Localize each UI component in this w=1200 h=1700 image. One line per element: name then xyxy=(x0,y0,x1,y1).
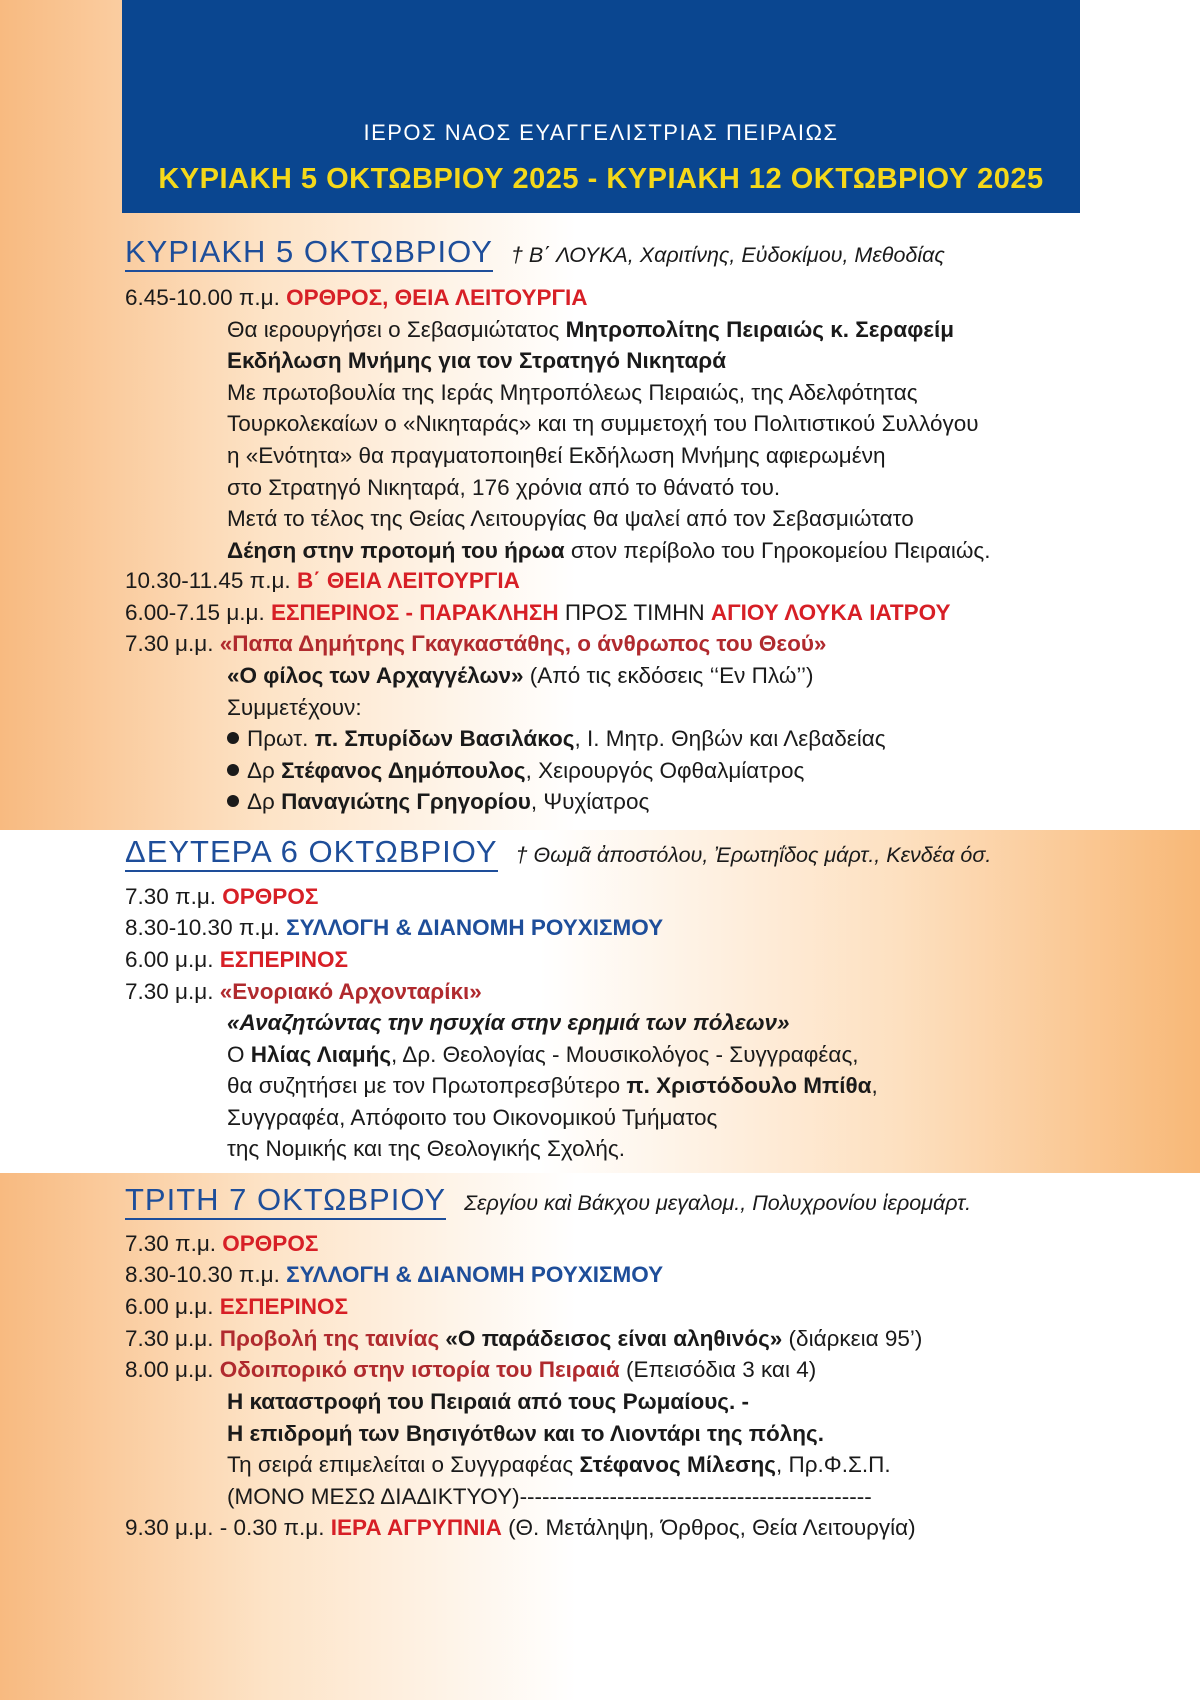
participant-item xyxy=(227,725,886,753)
detail-line: Μετά το τέλος της Θείας Λειτουργίας θα ψαλεί από τον Σεβασμιώτατο xyxy=(227,506,914,531)
detail-line xyxy=(227,537,991,565)
church-title: ΙΕΡΟΣ ΝΑΟΣ ΕΥΑΓΓΕΛΙΣΤΡΙΑΣ ΠΕΙΡΑΙΩΣ xyxy=(363,120,839,145)
detail-line: Συγγραφέα, Απόφοιτο του Οικονομικού Τμήματος xyxy=(227,1105,718,1130)
text: Δρ xyxy=(247,758,282,783)
time: 8.30-10.30 π.μ. xyxy=(125,1262,287,1287)
service: ΙΕΡΑ ΑΓΡΥΠΝΙΑ xyxy=(330,1515,502,1540)
text: Ο xyxy=(227,1042,251,1067)
time: 6.00-7.15 μ.μ. xyxy=(125,600,272,625)
service: ΟΡΘΡΟΣ, ΘΕΙΑ ΛΕΙΤΟΥΡΓΙΑ xyxy=(286,285,588,310)
day-title: ΚΥΡΙΑΚΗ 5 ΟΚΤΩΒΡΙΟΥ xyxy=(125,234,493,272)
participant-name: Στέφανος Δημόπουλος xyxy=(281,758,526,783)
service: Β΄ ΘΕΙΑ ΛΕΙΤΟΥΡΓΙΑ xyxy=(296,568,520,593)
service: ΣΥΛΛΟΓΗ & ΔΙΑΝΟΜΗ ΡΟΥΧΙΣΜΟΥ xyxy=(286,1262,664,1287)
service: ΟΡΘΡΟΣ xyxy=(222,884,319,909)
time: 8.30-10.30 π.μ. xyxy=(125,915,287,940)
text: (Επεισόδια 3 και 4) xyxy=(619,1357,817,1382)
time: 6.45-10.00 π.μ. xyxy=(125,285,287,310)
schedule-line xyxy=(125,1356,816,1384)
schedule-line xyxy=(125,1514,916,1542)
bold-text: Εκδήλωση Μνήμης για τον Στρατηγό Νικηταρά xyxy=(227,348,727,373)
feast-of-day: † Θωμᾶ ἀποστόλου, Ἐρωτηΐδος μάρτ., Κενδέα όσ. xyxy=(515,843,992,867)
text: (Θ. Μετάληψη, Όρθρος, Θεία Λειτουργία) xyxy=(501,1515,916,1540)
detail-line xyxy=(227,1041,859,1069)
service: ΕΣΠΕΡΙΝΟΣ xyxy=(219,1294,349,1319)
author-name: Στέφανος Μίλεσης xyxy=(579,1452,776,1477)
detail-line: στο Στρατηγό Νικηταρά, 176 χρόνια από το θάνατό του. xyxy=(227,475,781,500)
schedule-line xyxy=(125,567,520,595)
text: Πρωτ. xyxy=(247,726,315,751)
participant-name: π. Σπυρίδων Βασιλάκος xyxy=(314,726,575,751)
text: , Ι. Μητρ. Θηβών και Λεβαδείας xyxy=(574,726,886,751)
time: 9.30 μ.μ. - 0.30 π.μ. xyxy=(125,1515,331,1540)
detail-line xyxy=(227,1451,891,1479)
bullet-icon xyxy=(227,732,239,744)
detail-line: Τουρκολεκαίων ο «Νικηταράς» και τη συμμετοχή του Πολιτιστικού Συλλόγου xyxy=(227,411,979,436)
text: , Δρ. Θεολογίας - Μουσικολόγος - Συγγραφέας, xyxy=(391,1042,859,1067)
schedule-line xyxy=(125,1261,663,1289)
time: 6.00 μ.μ. xyxy=(125,947,220,972)
speaker-name: Ηλίας Λιαμής xyxy=(250,1042,392,1067)
date-range: ΚΥΡΙΑΚΗ 5 ΟΚΤΩΒΡΙΟΥ 2025 - ΚΥΡΙΑΚΗ 12 ΟΚΤΩΒΡΙΟΥ 2025 xyxy=(158,163,1044,195)
speaker-name: π. Χριστόδουλο Μπίθα xyxy=(626,1073,872,1098)
detail-line xyxy=(227,662,813,690)
time: 7.30 μ.μ. xyxy=(125,979,220,1004)
text: (Από τις εκδόσεις ‘‘Εν Πλώ’’) xyxy=(523,663,814,688)
schedule-line xyxy=(125,599,951,627)
saint-name: ΑΓΙΟΥ ΛΟΥΚΑ ΙΑΤΡΟΥ xyxy=(710,600,951,625)
day-header-tuesday xyxy=(125,1182,971,1218)
schedule-line xyxy=(125,630,826,658)
schedule-line xyxy=(125,284,588,312)
text: , Πρ.Φ.Σ.Π. xyxy=(775,1452,891,1477)
text: θα συζητήσει με τον Πρωτοπρεσβύτερο xyxy=(227,1073,627,1098)
day-header-monday xyxy=(125,834,991,870)
schedule-line xyxy=(125,1325,922,1353)
detail-line: Συμμετέχουν: xyxy=(227,695,362,720)
event-title: «Παπα Δημήτρης Γκαγκαστάθης, ο άνθρωπος του Θεού» xyxy=(219,631,827,656)
feast-of-day: † Β΄ ΛΟΥΚΑ, Χαριτίνης, Εὐδοκίμου, Μεθοδίας xyxy=(510,243,945,267)
time: 7.30 μ.μ. xyxy=(125,631,220,656)
episode-title: Η καταστροφή του Πειραιά από τους Ρωμαίους. - xyxy=(227,1389,749,1414)
time: 10.30-11.45 π.μ. xyxy=(125,568,297,593)
feast-of-day: Σεργίου καὶ Βάκχου μεγαλομ., Πολυχρονίου ἱερομάρτ. xyxy=(464,1191,972,1215)
time: 6.00 μ.μ. xyxy=(125,1294,220,1319)
schedule-line xyxy=(125,1293,348,1321)
bold-text: Δέηση στην προτομή του ήρωα xyxy=(227,538,565,563)
time: 7.30 μ.μ. xyxy=(125,1326,220,1351)
text: Δρ xyxy=(247,789,282,814)
schedule-line xyxy=(125,946,348,974)
schedule-line xyxy=(125,1230,318,1258)
detail-line: Με πρωτοβουλία της Ιεράς Μητροπόλεως Πειραιώς, της Αδελφότητας xyxy=(227,380,918,405)
text: , Ψυχίατρος xyxy=(530,789,650,814)
participant-item xyxy=(227,757,804,785)
detail-line xyxy=(227,1072,878,1100)
bullet-icon xyxy=(227,764,239,776)
detail-line xyxy=(227,347,726,375)
day-header-sunday xyxy=(125,234,945,270)
event-title: Οδοιπορικό στην ιστορία του Πειραιά xyxy=(219,1357,620,1382)
service: ΕΣΠΕΡΙΝΟΣ xyxy=(219,947,349,972)
episode-title: Η επιδρομή των Βησιγότθων και το Λιοντάρι της πόλης. xyxy=(227,1421,824,1446)
schedule-line xyxy=(125,883,318,911)
day-title: ΔΕΥΤΕΡΑ 6 ΟΚΤΩΒΡΙΟΥ xyxy=(125,834,498,872)
text: , xyxy=(871,1073,878,1098)
text: ΠΡΟΣ ΤΙΜΗΝ xyxy=(558,600,711,625)
detail-line xyxy=(227,1388,749,1416)
detail-line xyxy=(227,1009,790,1037)
detail-line: της Νομικής και της Θεολογικής Σχολής. xyxy=(227,1136,626,1161)
schedule-line xyxy=(125,978,482,1006)
text: στον περίβολο του Γηροκομείου Πειραιώς. xyxy=(564,538,991,563)
book-title: «Ο φίλος των Αρχαγγέλων» xyxy=(227,663,524,688)
talk-title: «Αναζητώντας την ησυχία στην ερημιά των πόλεων» xyxy=(227,1010,790,1035)
text: (διάρκεια 95’) xyxy=(782,1326,923,1351)
bullet-icon xyxy=(227,795,239,807)
text: Τη σειρά επιμελείται ο Συγγραφέας xyxy=(227,1452,580,1477)
detail-line: (ΜΟΝΟ ΜΕΣΩ ΔΙΑΔΙΚΤΥΟΥ)----------------------------------------------- xyxy=(227,1484,872,1509)
detail-line xyxy=(227,316,954,344)
participant-item xyxy=(227,788,649,816)
bold-text: Μητροπολίτης Πειραιώς κ. Σεραφείμ xyxy=(565,317,954,342)
service: ΕΣΠΕΡΙΝΟΣ - ΠΑΡΑΚΛΗΣΗ xyxy=(271,600,559,625)
service: ΟΡΘΡΟΣ xyxy=(222,1231,319,1256)
detail-line: η «Ενότητα» θα πραγματοποιηθεί Εκδήλωση Μνήμης αφιερωμένη xyxy=(227,443,886,468)
time: 8.00 μ.μ. xyxy=(125,1357,220,1382)
time: 7.30 π.μ. xyxy=(125,884,223,909)
text: , Χειρουργός Οφθαλμίατρος xyxy=(525,758,805,783)
event-title: «Ενοριακό Αρχονταρίκι» xyxy=(219,979,482,1004)
time: 7.30 π.μ. xyxy=(125,1231,223,1256)
participant-name: Παναγιώτης Γρηγορίου xyxy=(281,789,531,814)
service: ΣΥΛΛΟΓΗ & ΔΙΑΝΟΜΗ ΡΟΥΧΙΣΜΟΥ xyxy=(286,915,664,940)
schedule-line xyxy=(125,914,663,942)
event-title: Προβολή της ταινίας xyxy=(219,1326,446,1351)
detail-line xyxy=(227,1420,824,1448)
day-title: ΤΡΙΤΗ 7 ΟΚΤΩΒΡΙΟΥ xyxy=(125,1182,446,1220)
text: Θα ιερουργήσει ο Σεβασμιώτατος xyxy=(227,317,566,342)
header-banner xyxy=(122,0,1080,213)
film-title: «Ο παράδεισος είναι αληθινός» xyxy=(445,1326,783,1351)
